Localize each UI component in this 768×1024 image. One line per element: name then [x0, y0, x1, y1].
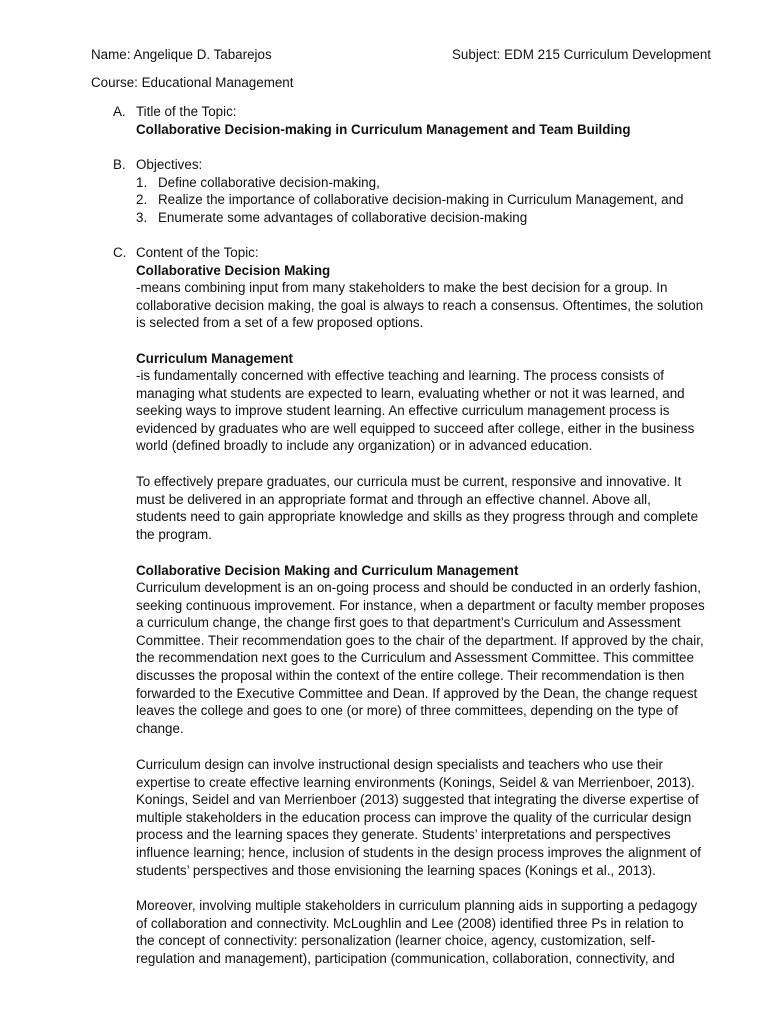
section-b-heading: Objectives:	[136, 157, 203, 172]
paragraph-line: must be delivered in an appropriate format and through an effective channel. Above all,	[136, 491, 651, 507]
paragraph-line: managing what students are expected to learn, evaluating whether or not it was learned, and	[136, 385, 685, 401]
paragraph-line: -means combining input from many stakeholders to make the best decision for a group. In	[136, 280, 668, 295]
list-text: Realize the importance of collaborative decision-making in Curriculum Management, and	[158, 192, 684, 207]
section-a-heading: Title of the Topic:	[136, 104, 237, 119]
section-c-label: C.	[113, 245, 127, 260]
prepare-paragraph	[136, 473, 722, 543]
cm-heading: Curriculum Management	[136, 351, 293, 366]
cdm-heading: Collaborative Decision Making	[136, 263, 331, 278]
paragraph-line: collaborative decision making, the goal is always to reach a consensus. Oftentimes, the solution	[136, 297, 704, 313]
paragraph-line: Moreover, involving multiple stakeholders in curriculum planning aids in supporting a pedagogy	[136, 898, 698, 913]
paragraph-line: Committee. Their recommendation goes to the chair of the department. If approved by the chair,	[136, 632, 704, 648]
paragraph-line: the program.	[136, 526, 212, 542]
paragraph-line: To effectively prepare graduates, our curricula must be current, responsive and innovative. It	[136, 474, 682, 489]
cdm-paragraph	[136, 279, 722, 332]
paragraph-line: Curriculum development is an on-going process and should be conducted in an orderly fashion,	[136, 580, 701, 595]
paragraph-line: Konings, Seidel and van Merrienboer (2013) suggested that integrating the diverse expertise of	[136, 792, 699, 808]
moreover-paragraph	[136, 897, 722, 967]
list-number: 2.	[136, 192, 148, 207]
paragraph-line: world (defined broadly to include any organization) or in advanced education.	[136, 438, 593, 454]
paragraph-line: Curriculum design can involve instructional design specialists and teachers who use their	[136, 757, 663, 772]
paragraph-line: a curriculum change, the change first goes to that department’s Curriculum and Assessment	[136, 615, 681, 631]
list-text: Define collaborative decision-making,	[158, 175, 380, 190]
paragraph-line: students’ perspectives and those envisioning the learning spaces (Konings et al., 2013).	[136, 862, 656, 878]
paragraph-line: seeking continuous improvement. For instance, when a department or faculty member proposes	[136, 597, 705, 613]
paragraph-line: -is fundamentally concerned with effective teaching and learning. The process consists of	[136, 368, 664, 383]
paragraph-line: leaves the college and goes to one (or more) of three committees, depending on the type of	[136, 703, 678, 719]
paragraph-line: process and the learning spaces they generate. Students’ interpretations and perspectives	[136, 827, 671, 843]
cdm-cm-paragraph	[136, 579, 722, 737]
section-b-label: B.	[113, 157, 126, 172]
paragraph-line: the concept of connectivity: personalization (learner choice, agency, customization, self-	[136, 933, 656, 949]
paragraph-line: multiple stakeholders in the education process can improve the quality of the curricular design	[136, 809, 692, 825]
paragraph-line: of collaboration and connectivity. McLoughlin and Lee (2008) identified three Ps in relation to	[136, 915, 684, 931]
cm-paragraph	[136, 367, 722, 455]
list-number: 1.	[136, 175, 148, 190]
subject: Subject: EDM 215 Curriculum Development	[452, 47, 711, 62]
topic-title: Collaborative Decision-making in Curriculum Management and Team Building	[136, 122, 631, 137]
course: Course: Educational Management	[91, 75, 294, 90]
section-a-label: A.	[113, 104, 126, 119]
section-c-heading: Content of the Topic:	[136, 245, 259, 260]
paragraph-line: seeking ways to improve student learning. An effective curriculum management process is	[136, 403, 670, 419]
design-paragraph	[136, 756, 722, 879]
paragraph-line: students need to gain appropriate knowledge and skills as they progress through and complete	[136, 509, 699, 525]
paragraph-line: expertise to create effective learning environments (Konings, Seidel & van Merrienboer, 2013).	[136, 774, 695, 790]
paragraph-line: discusses the proposal within the context of the entire college. Their recommendation is then	[136, 667, 685, 683]
paragraph-line: is selected from a set of a few proposed options.	[136, 315, 424, 331]
list-number: 3.	[136, 210, 148, 225]
paragraph-line: the recommendation next goes to the Curriculum and Assessment Committee. This committee	[136, 650, 694, 666]
paragraph-line: influence learning; hence, inclusion of students in the design process improves the alignment of	[136, 844, 701, 860]
paragraph-line: change.	[136, 720, 184, 736]
student-name: Name: Angelique D. Tabarejos	[91, 47, 272, 62]
paragraph-line: evidenced by graduates who are well equipped to succeed after college, either in the business	[136, 420, 695, 436]
list-text: Enumerate some advantages of collaborative decision-making	[158, 210, 528, 225]
cdm-cm-heading: Collaborative Decision Making and Curriculum Management	[136, 563, 519, 578]
paragraph-line: forwarded to the Executive Committee and Dean. If approved by the Dean, the change request	[136, 685, 698, 701]
paragraph-line: regulation and management), participation (communication, collaboration, connectivity, and	[136, 950, 675, 966]
